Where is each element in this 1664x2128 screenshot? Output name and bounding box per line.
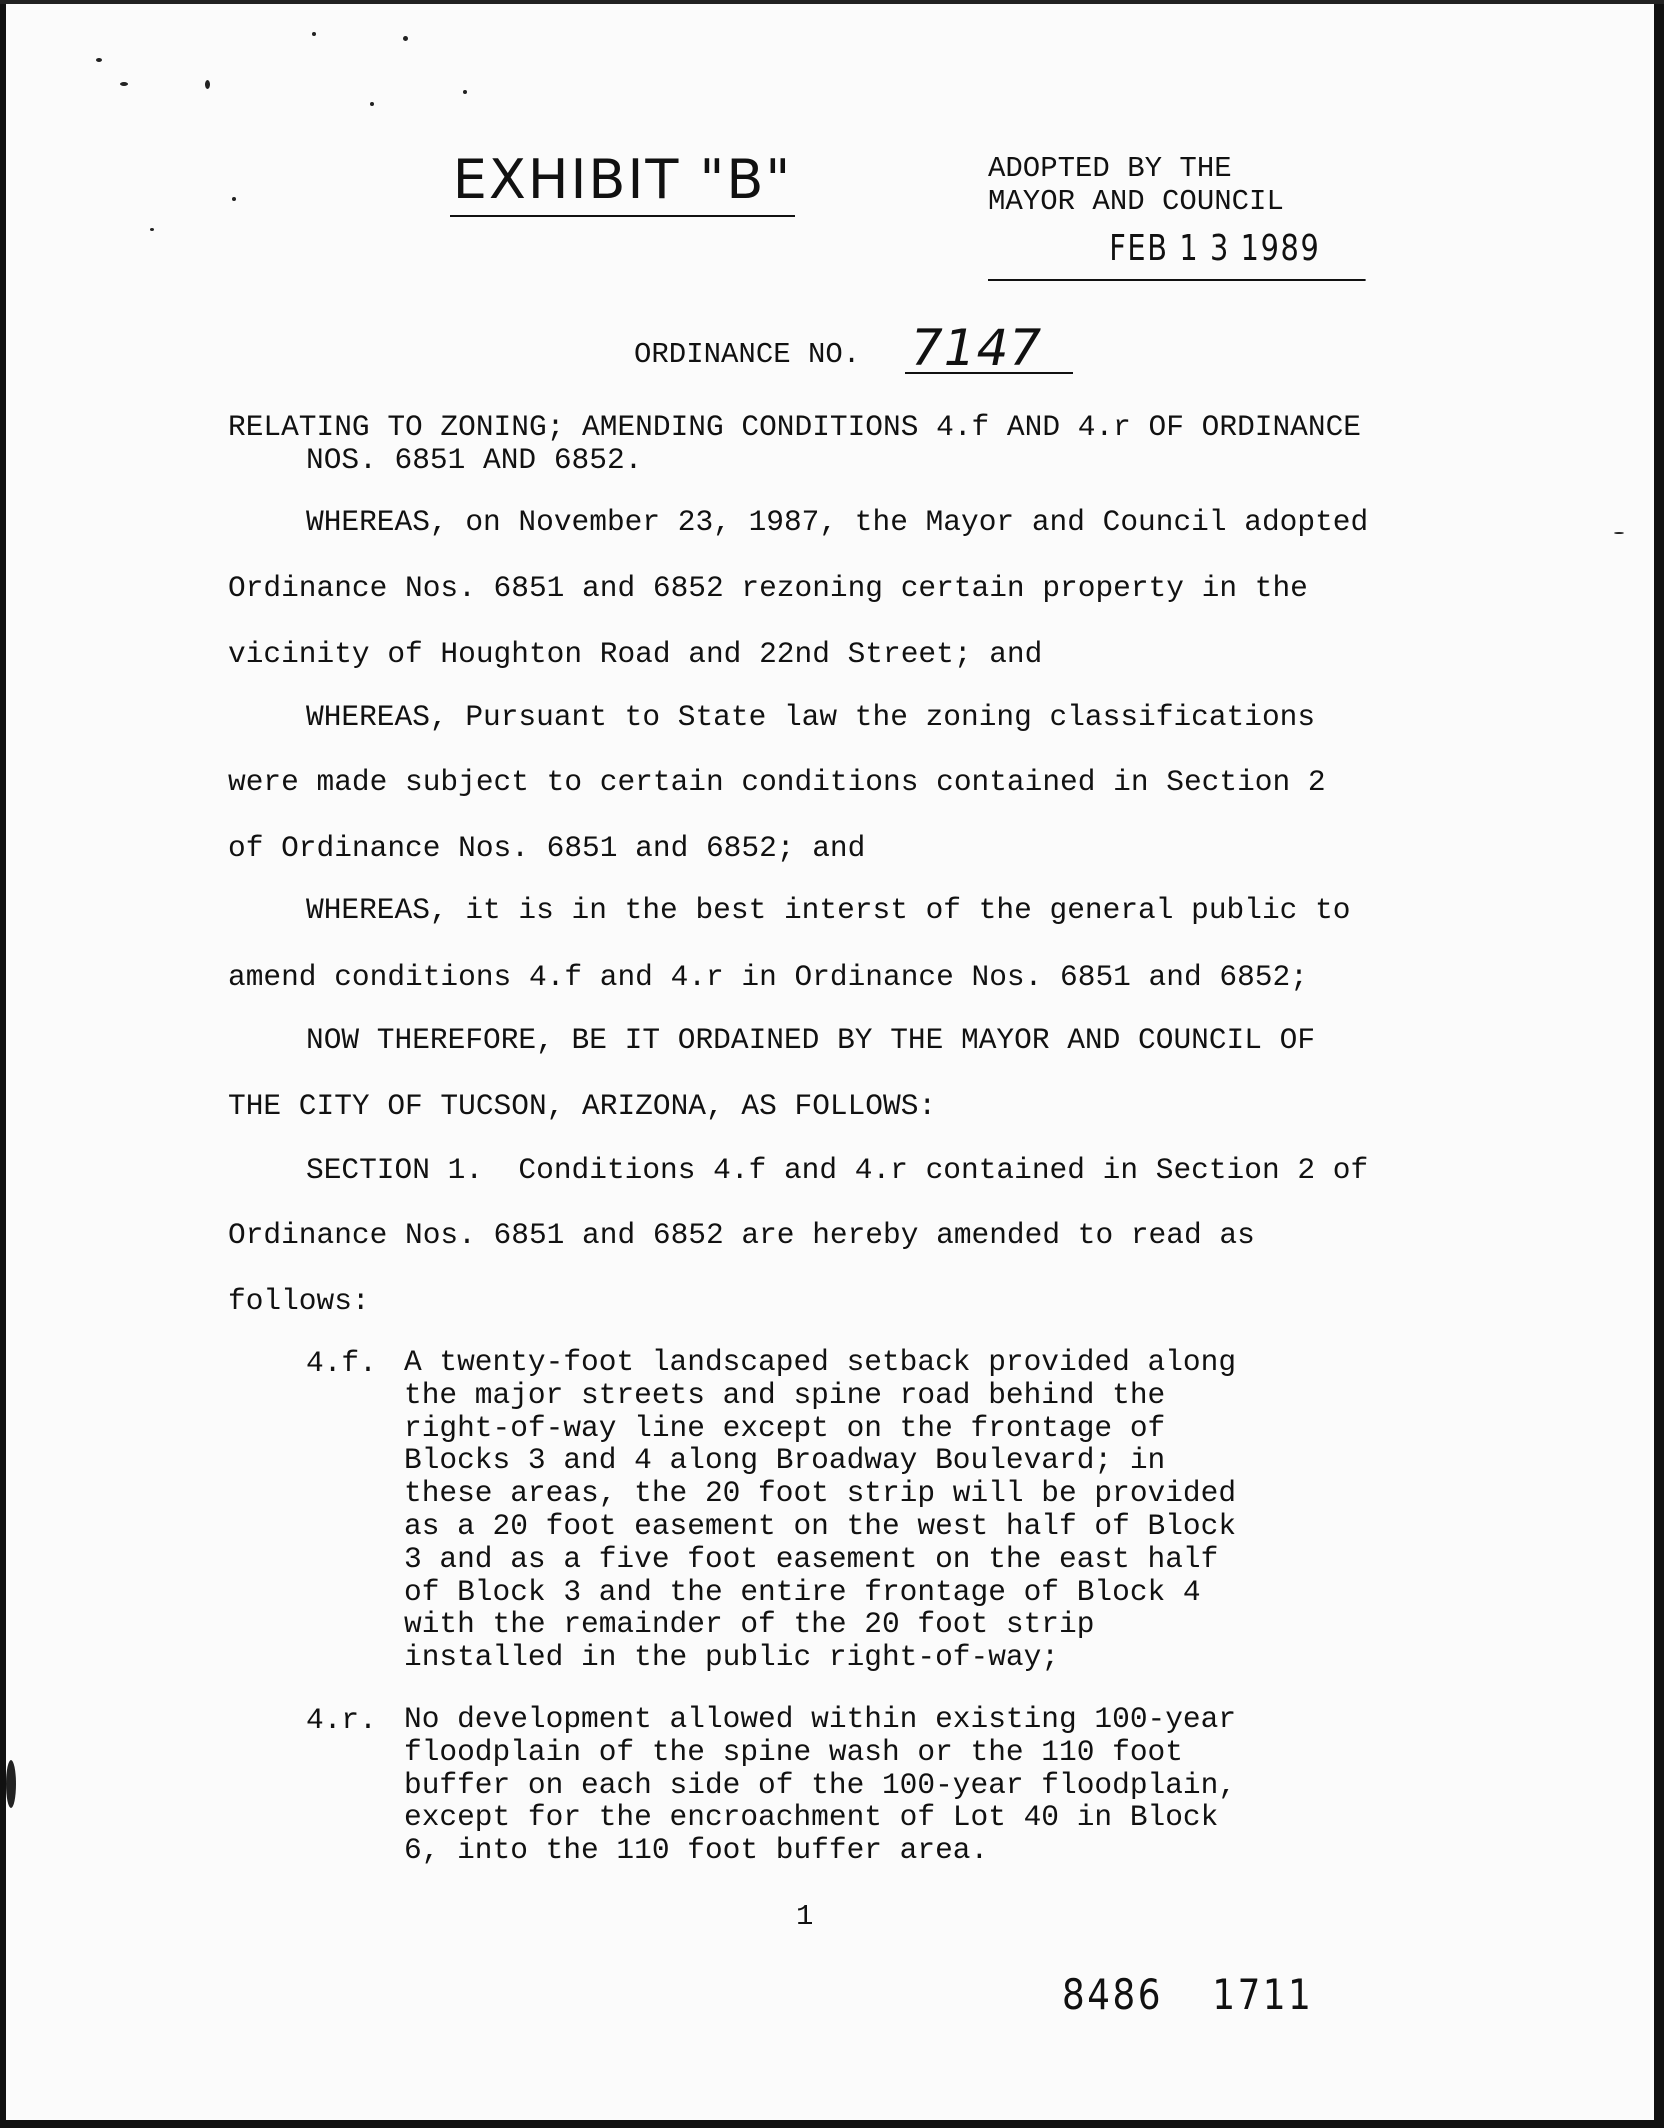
scan-speck: [370, 102, 374, 106]
condition-text-4r: [404, 1703, 1344, 1867]
body-line: SECTION 1. Conditions 4.f and 4.r contained in Section 2 of: [306, 1153, 1369, 1187]
ordinance-number: 7147: [905, 324, 1073, 374]
condition-line: floodplain of the spine wash or the 110 foot: [404, 1734, 1183, 1769]
scan-edge-right: [1654, 0, 1664, 2128]
bates-number: [1062, 1970, 1313, 2019]
scan-speck: [205, 80, 210, 89]
condition-line: 3 and as a five foot easement on the east half: [404, 1541, 1219, 1576]
condition-line: as a 20 foot easement on the west half of Block: [404, 1508, 1237, 1543]
scan-speck: [96, 58, 102, 62]
scan-speck: [232, 197, 236, 201]
bates-number-left: 8486: [1062, 1970, 1164, 2019]
body-line: were made subject to certain conditions contained in Section 2: [228, 765, 1326, 799]
body-line: THE CITY OF TUCSON, ARIZONA, AS FOLLOWS:: [228, 1089, 937, 1123]
condition-line: A twenty-foot landscaped setback provided along: [404, 1345, 1237, 1379]
body-line: vicinity of Houghton Road and 22nd Street; and: [228, 637, 1043, 671]
body-line: WHEREAS, it is in the best interst of the general public to: [306, 893, 1351, 927]
scan-speck: [463, 90, 467, 94]
condition-line: 6, into the 110 foot buffer area.: [404, 1833, 989, 1868]
scan-edge-bottom: [0, 2120, 1664, 2128]
body-line: WHEREAS, Pursuant to State law the zoning classifications: [306, 700, 1316, 734]
adoption-stamp-line1: ADOPTED BY THE: [988, 152, 1232, 185]
condition-label-4f: 4.f.: [306, 1346, 377, 1380]
condition-text-4f: [404, 1346, 1344, 1674]
condition-line: right-of-way line except on the frontage of: [404, 1410, 1166, 1445]
body-line: WHEREAS, on November 23, 1987, the Mayor and Council adopted: [306, 505, 1369, 539]
page-number: 1: [796, 1900, 814, 1933]
body-line: of Ordinance Nos. 6851 and 6852; and: [228, 831, 866, 865]
adoption-stamp-line2: MAYOR AND COUNCIL: [988, 185, 1284, 218]
condition-line: except for the encroachment of Lot 40 in Block: [404, 1800, 1219, 1835]
condition-label-4r: 4.r.: [306, 1703, 377, 1737]
body-line: Ordinance Nos. 6851 and 6852 are hereby amended to read as: [228, 1218, 1255, 1252]
scan-speck: [120, 82, 128, 86]
body-line: Ordinance Nos. 6851 and 6852 rezoning certain property in the: [228, 571, 1308, 605]
adoption-date: [988, 228, 1366, 281]
title-line-2: NOS. 6851 AND 6852.: [306, 443, 643, 477]
body-line: amend conditions 4.f and 4.r in Ordinance Nos. 6851 and 6852;: [228, 960, 1308, 994]
condition-line: buffer on each side of the 100-year floodplain,: [404, 1767, 1237, 1802]
scan-speck: [150, 228, 154, 231]
title-line-1: RELATING TO ZONING; AMENDING CONDITIONS 4.f AND 4.r OF ORDINANCE: [228, 410, 1361, 444]
condition-line: installed in the public right-of-way;: [404, 1640, 1060, 1675]
scan-speck: [6, 1760, 16, 1808]
condition-line: Blocks 3 and 4 along Broadway Boulevard; in: [404, 1443, 1166, 1478]
condition-line: the major streets and spine road behind the: [404, 1377, 1166, 1412]
exhibit-label: EXHIBIT "B": [450, 148, 795, 217]
body-line: follows:: [228, 1284, 370, 1318]
scan-speck: [312, 32, 316, 36]
scan-speck: [1614, 532, 1624, 534]
condition-line: of Block 3 and the entire frontage of Block 4: [404, 1574, 1201, 1609]
condition-line: No development allowed within existing 100-year: [404, 1702, 1237, 1736]
adoption-stamp: [988, 152, 1284, 218]
body-line: NOW THEREFORE, BE IT ORDAINED BY THE MAYOR AND COUNCIL OF: [306, 1023, 1316, 1057]
scan-edge-top: [0, 0, 1664, 4]
condition-line: these areas, the 20 foot strip will be provided: [404, 1476, 1237, 1511]
ordinance-label: ORDINANCE NO.: [634, 338, 861, 371]
adoption-date-text: FEB 1 3 1989: [1109, 228, 1321, 269]
condition-line: with the remainder of the 20 foot strip: [404, 1607, 1095, 1642]
scan-edge-left: [0, 0, 6, 2128]
bates-number-right: 1711: [1212, 1970, 1314, 2019]
scan-speck: [403, 36, 408, 41]
